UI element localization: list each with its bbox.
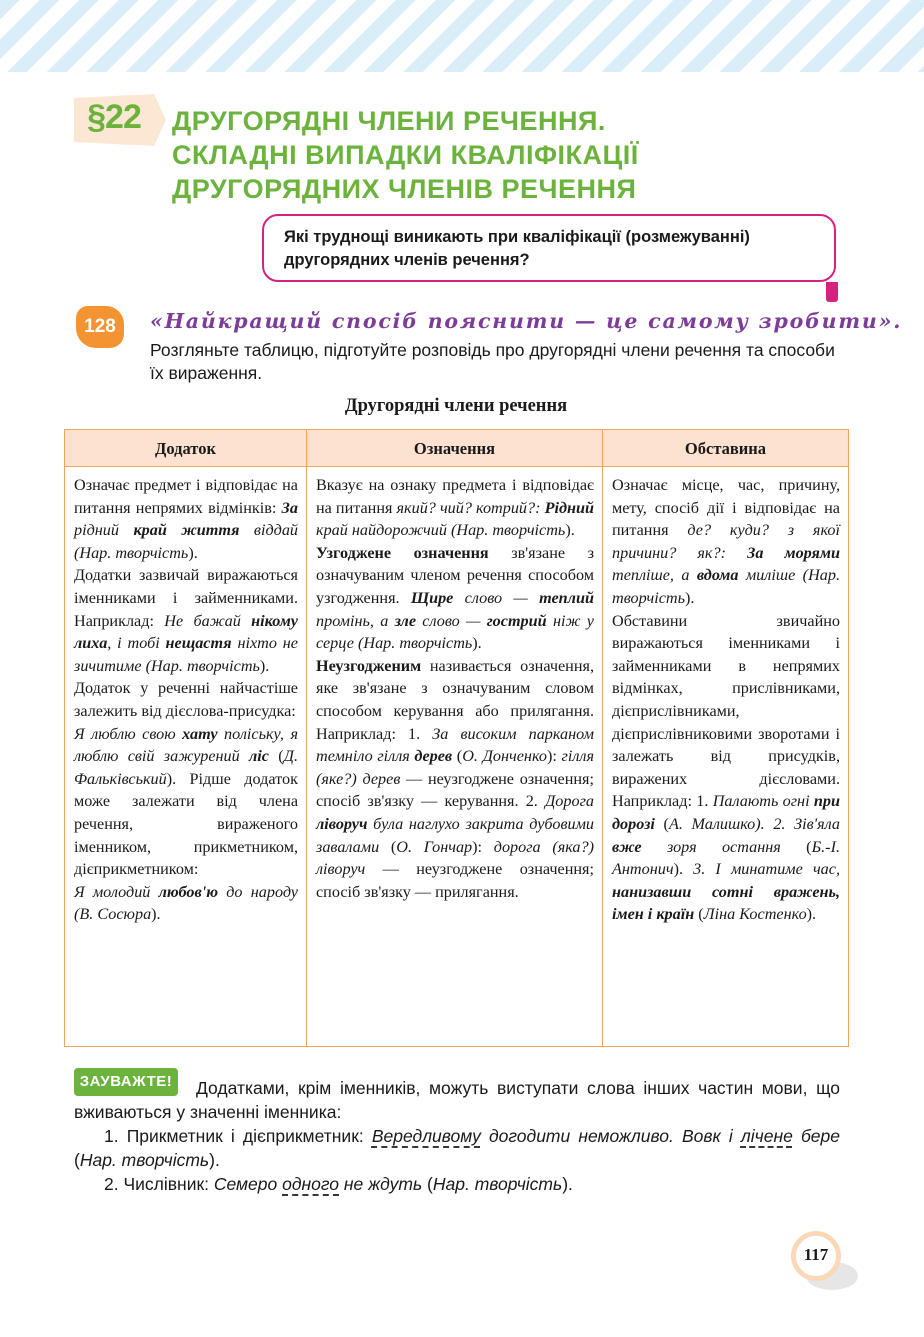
example-bold: За [281,498,298,517]
example-bold: при дорозі [612,792,840,833]
text: зв'язане з означуваним членом речення способом узгодження. [316,543,594,607]
section-title-line: ДРУГОРЯДНІ ЧЛЕНИ РЕЧЕННЯ. [172,106,606,136]
text: ): [472,837,494,856]
question-words: який? чий? котрий?: [396,498,545,517]
source: А. Малишко [668,814,756,833]
example: дорога (яка?) ліворуч [316,837,594,879]
text: ). [188,543,198,562]
table-divider [306,430,307,1046]
cell-paragraph [316,542,594,655]
source: О. Донченко [462,747,547,766]
question-tail-decoration [826,282,838,302]
example: слово — [416,611,487,630]
exercise-number: 128 [76,306,124,348]
example-bold: За морями [747,543,840,562]
example: Дорога [545,792,594,811]
source: Нар. творчість [363,634,473,653]
example: Я люблю свою [74,724,183,743]
table-cell-obstavyna [612,474,840,926]
text: Додатки зазвичай виражаються іменниками і займенниками. Наприклад: [74,566,298,630]
question-box [262,214,836,282]
text: ( [780,837,812,856]
example: промінь, а [316,611,395,630]
text: ( [452,747,463,766]
note-text: Додатками, крім іменників, можуть виступати слова інших частин мови, що вживаються у значенні іменника: [74,1078,840,1122]
table-divider [602,430,603,1046]
text: ). Рідше додаток може залежати від члена речення, вираженого іменником, прикметником, дієприкметником: [74,769,298,879]
text: ( [379,837,397,856]
question-words: де? куди? з якої причини? як?: [612,521,840,562]
source: Д. Фальківський [74,747,298,788]
example-bold: нещастя [165,634,232,653]
question-text: Які труднощі виникають при кваліфікації (розмежуванні) другорядних членів речення? [284,228,750,269]
note-block [74,1076,840,1196]
example-bold: ліс [248,747,269,766]
example-bold: ліворуч [316,814,368,833]
section-title-line: СКЛАДНІ ВИПАДКИ КВАЛІФІКАЦІЇ [172,140,639,170]
table-header-cell: Додаток [155,439,216,458]
members-table [64,429,849,1047]
example-bold: Рідний [544,498,594,517]
text: ). [806,905,817,924]
example: 3. І минатиме час, [693,860,840,879]
example: ). 2. [755,814,795,833]
example-underlined: одного [282,1174,340,1194]
text: Вказує на ознаку предмета і відповідає на питання [316,476,594,517]
example: Зів'яла [794,814,840,833]
cell-paragraph [612,474,840,610]
text: 1. Прикметник і дієприкметник: [104,1126,372,1146]
cell-paragraph [74,677,298,722]
text: ). [472,634,482,653]
example: бере [792,1126,841,1146]
section-badge [70,92,170,148]
term: Неузгодженим [316,656,422,675]
example: край найдорожчий ( [316,521,457,540]
text: ). [684,588,695,607]
cell-paragraph [74,723,298,881]
text: ). [562,1174,573,1194]
cell-paragraph [316,655,594,904]
term: Узгоджене означення [316,543,489,562]
note-item [74,1172,840,1196]
source: Нар. творчість [79,543,189,562]
example: до народу ( [74,882,298,924]
section-number: §22 [87,98,141,136]
exercise-task: Розгляньте таблицю, підготуйте розповідь про другорядні члени речення та способи їх вираження. [150,340,835,383]
example: віддай ( [74,521,299,562]
example-underlined: лічене [740,1126,793,1146]
example-bold: теплий [539,588,594,607]
example-bold: любов'ю [158,882,219,901]
cell-paragraph [612,610,840,926]
text: ). [673,860,694,879]
text: Обставини звичайно виражаються іменниками і займенниками в непрямих відмінках, прислівниками, дієприслівниками, дієприслівниковими зворотами і залежать від присудків, виражених дієсловами. Наприклад: 1. [612,611,840,811]
example: слово — [453,588,540,607]
source: Нар. творчість [79,1150,210,1170]
source: В. Сосюра [79,905,152,924]
example: тепліше, а [612,566,697,585]
example: , і тобі [107,634,166,653]
text: Означає місце, час, причину, мету, спосіб дії і відповідає на питання [612,476,840,540]
example-bold: вже [612,837,642,856]
text: — неузгоджене означення; спосіб зв'язку — прилягання. [316,860,594,901]
example-bold: Щире [410,588,454,607]
section-title [172,104,892,206]
table-title: Другорядні члени речення [344,396,568,416]
section-title-line: ДРУГОРЯДНИХ ЧЛЕНІВ РЕЧЕННЯ [172,174,637,204]
text: ). [151,905,161,924]
cell-paragraph [316,474,594,542]
source: О. Гончар [396,837,473,856]
cell-paragraph [74,881,298,926]
text: ( [694,905,704,924]
source: Нар. творчість [612,566,840,607]
example-bold: нанизавши сотні вражень, імен і країн [612,882,840,924]
example-bold: край життя [133,521,240,540]
example: була наглухо закрита дубовими завалами [316,814,594,856]
text: ): [547,747,562,766]
text: ). [259,656,270,675]
table-header-cell: Означення [413,439,496,458]
example: зоря остання [641,837,781,856]
page-number: 117 [803,1245,829,1264]
table-header-cell: Обставина [684,439,767,458]
decorative-stripes [0,0,924,72]
note-badge: ЗАУВАЖТЕ! [74,1068,178,1096]
example: поліську, я люблю свій зажурений [74,724,298,766]
example: рідний [74,521,134,540]
text: ( [422,1174,433,1194]
text: 2. Числівник: [104,1174,214,1194]
example: гілля (яке?) дерев [316,747,595,788]
text: Означає предмет і відповідає на питання непрямих відмінків: [74,476,298,517]
example: Палають огні [712,792,814,811]
source: Б.-І. Антонич [612,837,841,879]
example: ніхто не зичитиме ( [74,634,298,675]
example: Не бажай [164,611,252,630]
text: Додаток у реченні найчастіше залежить від дієслова-присудка: [74,679,298,720]
example-bold: нікому лиха [74,611,298,653]
text: ). [209,1150,220,1170]
text: ( [268,747,284,766]
example: За високим парканом темніло гілля [316,724,594,766]
example: ніж у серце ( [316,611,594,653]
exercise-quote: «Найкращий спосіб пояснити — це самому зробити». [150,309,903,333]
source: Ліна Костенко [703,905,807,924]
example: не ждуть [339,1174,423,1194]
source: Нар. творчість [432,1174,563,1194]
source: Нар. творчість [150,656,260,675]
example: Я молодий [74,882,159,901]
example-bold: хату [182,724,218,743]
example: догодити неможливо. Вовк і [480,1126,741,1146]
text: ). [565,521,575,540]
table-cell-dodatok [74,474,298,926]
text: ( [74,1150,80,1170]
table-cell-oznachennia [316,474,594,903]
note-item [74,1124,840,1172]
text: називається означення, яке зв'язане з означуваним словом способом керування або прилягання. Наприклад: 1. [316,656,594,743]
cell-paragraph [74,564,298,677]
example-bold: гострий [486,611,547,630]
source: Нар. творчість [456,521,566,540]
example: миліше ( [738,566,809,585]
example-bold: вдома [696,566,739,585]
example-bold: дерев [414,747,453,766]
example-underlined: Вередливому [371,1126,481,1146]
text: — неузгоджене означення; спосіб зв'язку — керування. 2. [316,769,594,811]
example: Семеро [213,1174,283,1194]
cell-paragraph [74,474,298,564]
example-bold: зле [394,611,417,630]
text: ( [654,814,669,833]
